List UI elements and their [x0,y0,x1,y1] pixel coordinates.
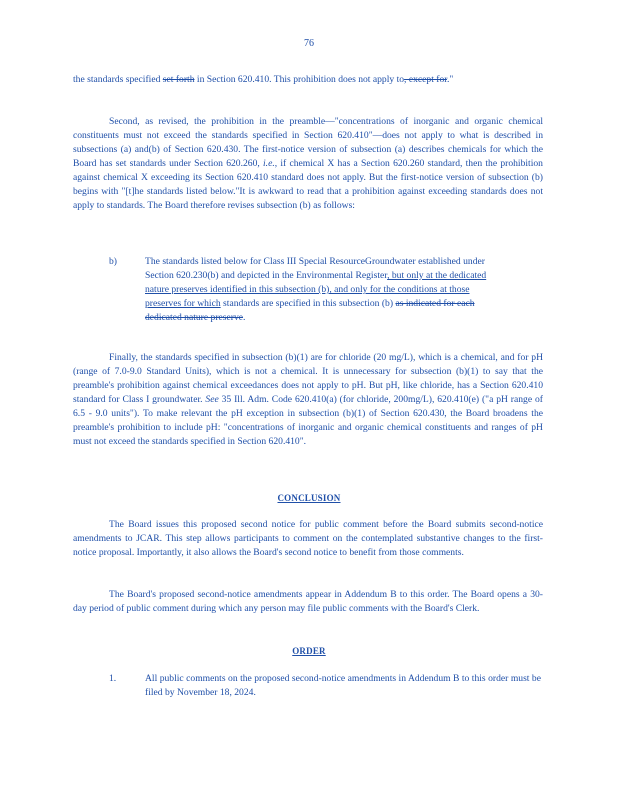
page-number: 76 [304,38,314,49]
conclusion-heading: CONCLUSION [277,493,341,503]
order-heading: ORDER [292,646,326,656]
paragraph-continuation [73,73,543,87]
subsection-text-1: The standards listed below for Class III Special ResourceGroundwater established under Section 620.230(b) and depicted in the Environmental Register [145,256,485,281]
para0-deleted-1: set forth [162,74,195,85]
subsection-label: b) [109,256,117,267]
para1-text-1: Second, as revised, the prohibition in the preamble—"concentrations of inorganic and organic chemical constituents must not exceed the standards specified in Section 620.410"—does not apply to what is described in subsections (a) and(b) of Section 620.430. The first-notice version of subsection (a) describes chemicals for which the Board has set standards under Section 620.260, [73,116,543,169]
para4-text: The Board's proposed second-notice amendments appear in Addendum B to this order. The Board opens a 30-day period of public comment during which any person may file public comments with the Board's Clerk. [73,589,543,614]
para0-deleted-2: , except for [404,74,447,85]
para3-text: The Board issues this proposed second notice for public comment before the Board submits second-notice amendments to JCAR. This step allows participants to comment on the contemplated substantive changes to the first-notice proposal. Importantly, it also allows the Board's second notice to benefit from those comments. [73,519,543,558]
subsection-deleted: as indicated for each dedicated nature preserve [145,298,475,323]
paragraph-second [73,115,543,213]
subsection-inserted: , but only at the dedicated nature preserves identified in this subsection (b), and only for the conditions at those preserves for which [145,270,487,309]
para2-text-2: 35 Ill. Adm. Code 620.410(a) (for chloride, 200mg/L), 620.410(e) ("a pH range of 6.5 - 9.0 units"). To make relevant the pH exception in subsection (b)(1) of Section 620.430, the Board broadens the preamble's prohibition to include pH: "concentrations of inorganic and organic chemical constituents and ranges of pH must not exceed the standards specified in Section 620.410". [73,394,543,447]
subsection-text-3: . [243,312,246,323]
order-item-text: All public comments on the proposed second-notice amendments in Addendum B to this order must be filed by November 18, 2024. [145,673,541,698]
para0-text-2: in Section 620.410. This prohibition does not apply to [194,74,405,85]
para1-text-2: , if chemical X has a Section 620.260 standard, then the prohibition against chemical X exceeding its Section 620.410 standard does not apply. But the first-notice version of subsection (b) begins with "[t]he standards listed below."It is awkward to read that a prohibition against exceeding standards does not apply to standards. The Board therefore revises subsection (b) as follows: [73,158,543,211]
para1-ie: i.e. [263,158,275,169]
order-item-1 [109,672,541,700]
order-item-number: 1. [109,673,117,684]
para2-text-1: Finally, the standards specified in subsection (b)(1) are for chloride (20 mg/L), which is a chemical, and for pH (range of 7.0-9.0 Standard Units), which is not a chemical. It is unnecessary for subsection (b)(1) to say that the preamble's prohibition against chemical exceedances does not apply to pH. But pH, like chloride, has a Section 620.410 standard for Class I groundwater. [73,352,543,405]
paragraph-conclusion [73,518,543,560]
subsection-b [109,255,489,325]
paragraph-finally [73,351,543,449]
subsection-text-2: standards are specified in this subsection (b) [220,298,396,309]
para2-see: See [205,394,219,405]
para0-text-1: the standards specified [73,74,163,85]
paragraph-comment-period [73,588,543,616]
para0-text-3: ." [446,74,454,85]
